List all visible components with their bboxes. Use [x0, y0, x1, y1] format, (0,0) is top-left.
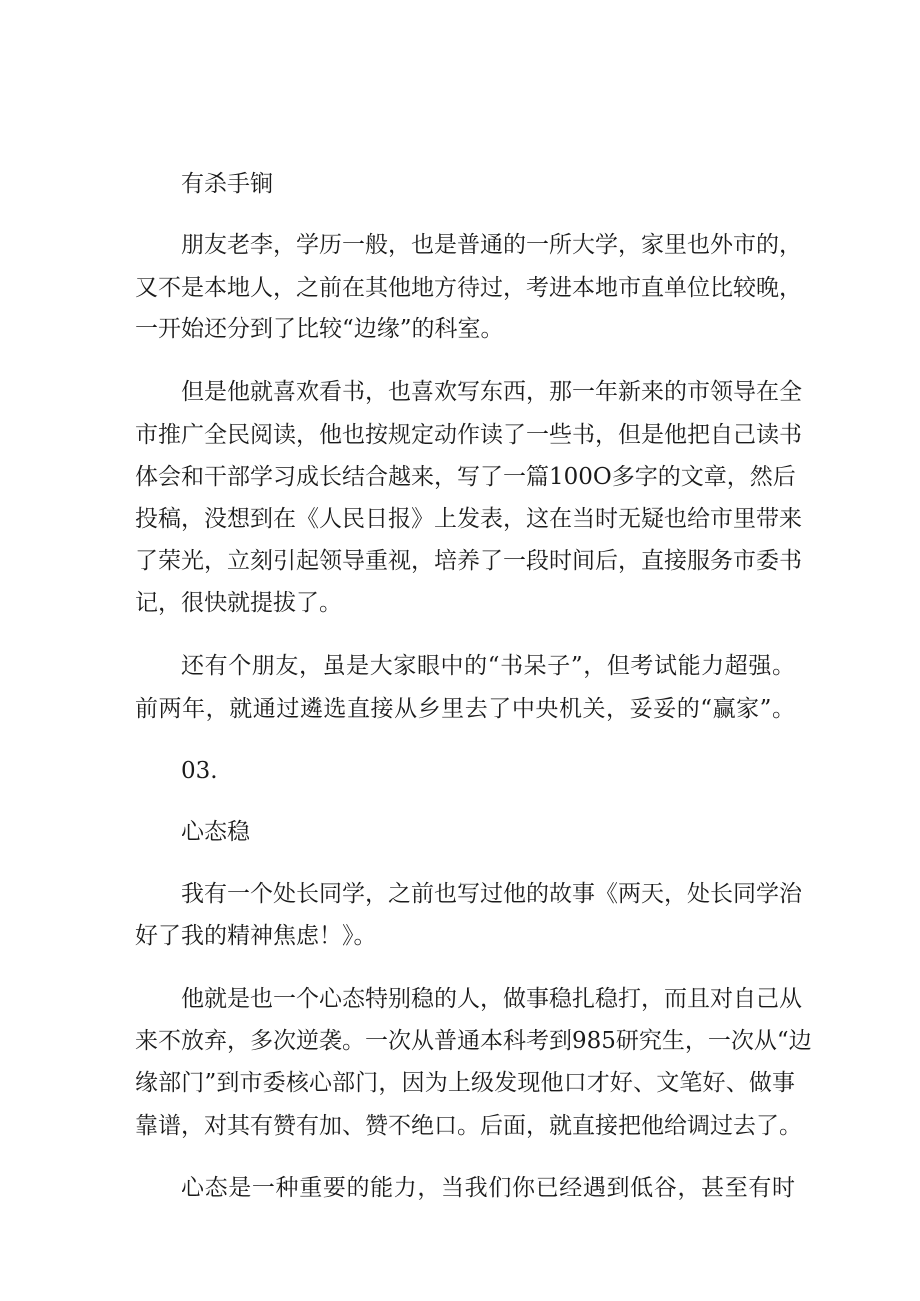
paragraph-line: 投稿，没想到在《人民日报》上发表，这在当时无疑也给市里带来 — [135, 506, 802, 532]
section-heading: 有杀手锏 — [181, 171, 273, 197]
section-number: 03. — [181, 758, 218, 784]
paragraph-line: 体会和干部学习成长结合越来，写了一篇100O多字的文章，然后 — [135, 464, 796, 490]
paragraph-line: 市推广全民阅读，他也按规定动作读了一些书，但是他把自己读书 — [135, 422, 802, 448]
paragraph-line: 缘部门”到市委核心部门，因为上级发现他口才好、文笔好、做事 — [135, 1070, 795, 1096]
paragraph-line: 但是他就喜欢看书，也喜欢写东西，那一年新来的市领导在全 — [181, 379, 802, 405]
paragraph-line: 靠谱，对其有赞有加、赞不绝口。后面，就直接把他给调过去了。 — [135, 1113, 802, 1139]
paragraph-line: 我有一个处长同学，之前也写过他的故事《两天，处长同学治 — [181, 881, 802, 907]
paragraph-line: 还有个朋友，虽是大家眼中的“书呆子”，但考试能力超强。 — [181, 653, 795, 679]
paragraph-line: 前两年，就通过遴选直接从乡里去了中央机关，妥妥的“赢家”。 — [135, 696, 795, 722]
paragraph-line: 他就是也一个心态特别稳的人，做事稳扎稳打，而且对自己从 — [181, 986, 802, 1012]
paragraph-line: 心态是一种重要的能力，当我们你已经遇到低谷，甚至有时 — [181, 1175, 795, 1201]
paragraph-line: 来不放弃，多次逆袭。一次从普通本科考到985研究生，一次从“边 — [135, 1028, 812, 1054]
paragraph-line: 又不是本地人，之前在其他地方待过，考进本地市直单位比较晚， — [135, 275, 802, 301]
paragraph-line: 记，很快就提拔了。 — [135, 590, 342, 616]
paragraph-line: 一开始还分到了比较“边缘”的科室。 — [135, 316, 504, 342]
paragraph-line: 好了我的精神焦虑！》。 — [135, 923, 377, 949]
section-heading: 心态稳 — [181, 819, 250, 845]
paragraph-line: 了荣光，立刻引起领导重视，培养了一段时间后，直接服务市委书 — [135, 548, 802, 574]
paragraph-line: 朋友老李，学历一般，也是普通的一所大学，家里也外市的， — [181, 232, 802, 258]
